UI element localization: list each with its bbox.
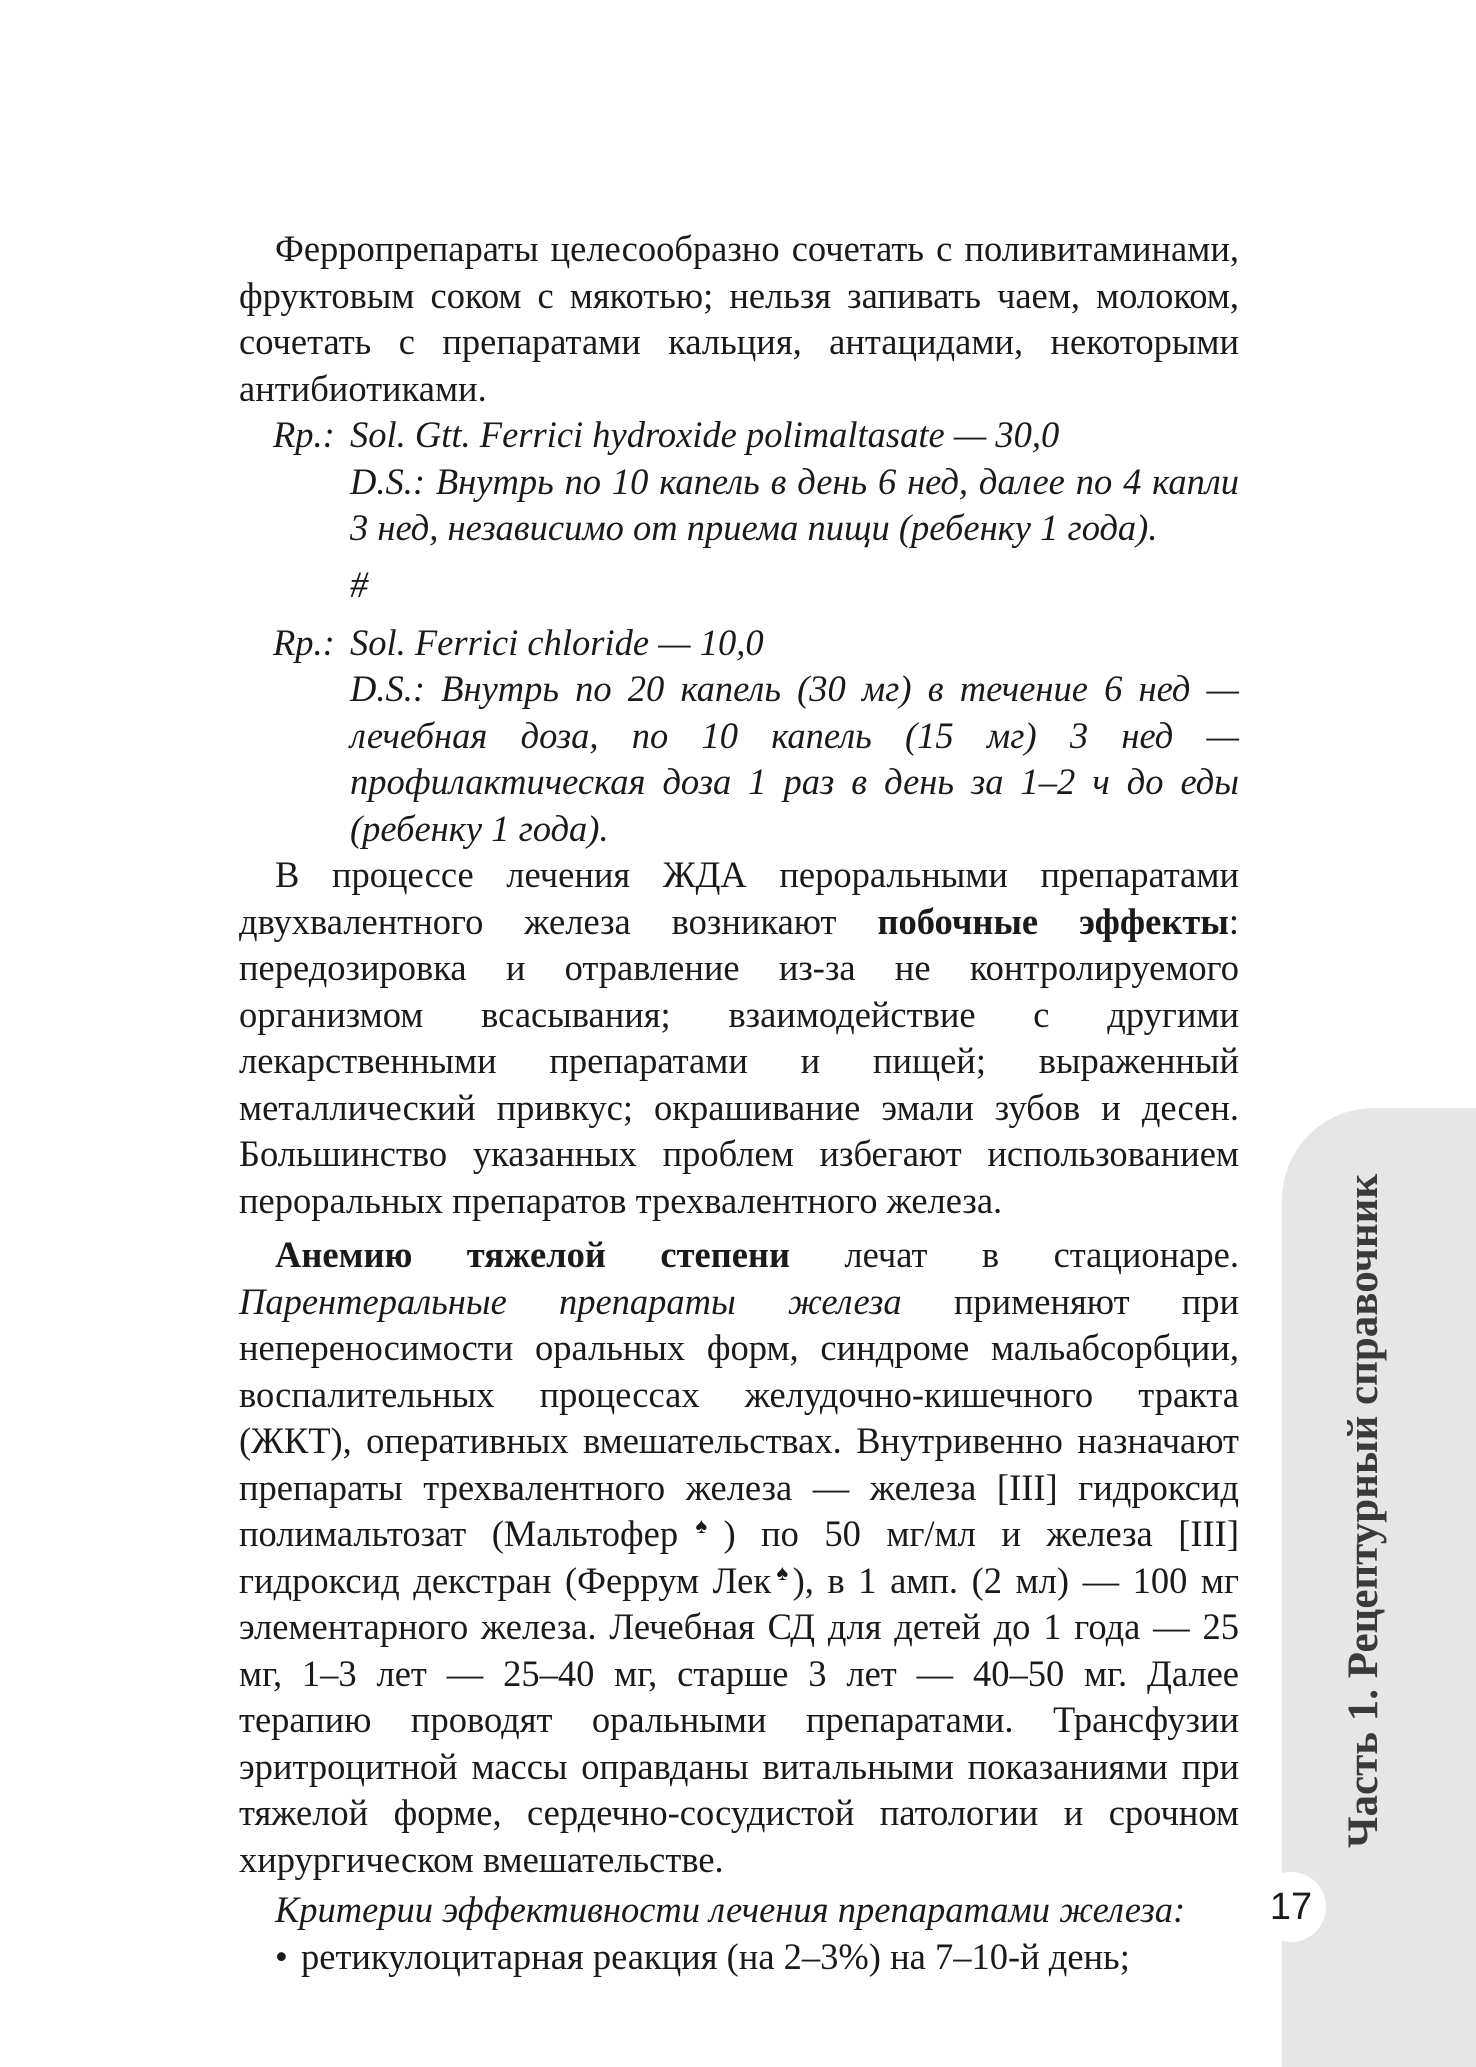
paragraph-text: В процессе лечения ЖДА пероральными препаратами двухвалентного железа возникают [239,854,1239,942]
rx-label: Rp.: [273,621,335,663]
paragraph-text: Ферропрепараты целесообразно сочетать с поливитаминами, фруктовым соком с мякотью; нельзя запивать чаем, молоком, сочетать с препаратами кальция, антацидами, некоторыми антибиотиками. [239,228,1239,409]
bold-term: Анемию тяжелой степени [275,1234,790,1275]
rx-signa: D.S.: Внутрь по 20 капель (30 мг) в течение 6 нед — лечебная доза, по 10 капель (15 мг) 3 нед — профилактическая доза 1 раз в день за 1–2 ч до еды (ребенку 1 года). [350,668,1239,849]
list-item-text: ретикулоцитарная реакция (на 2–3%) на 7–10-й день; [301,1935,1130,1977]
spade-icon: ♠ [772,1559,793,1585]
prescription-2 [273,620,1239,667]
rx-drug: Sol. Ferrici chloride — 10,0 [350,621,764,663]
page-number: 17 [1269,1886,1313,1928]
separator-hash: # [350,563,369,605]
bullet-icon: • [275,1935,288,1977]
page-body [239,226,1239,1980]
paragraph-text: применяют при непереносимости оральных форм, синдроме мальабсорбции, воспалительных процессах желудочно-кишечного тракта (ЖКТ), оперативных вмешательствах. Внутривенно назначают препараты трехвалентного железа — железа [III] гидроксид полимальтозат (Мальтофер [239,1280,1239,1554]
bold-term: побочные эффекты [877,900,1229,942]
paragraph-text: : передозировка и отравление из-за не контролируемого организмом всасывания; взаимодействие с другими лекарственными препаратами и пищей; выраженный металлический привкус; окрашивание эмали зубов и десен. Большинство указанных проблем избегают использованием пероральных препаратов трехвалентного железа. [239,900,1239,1221]
rx-label: Rp.: [273,414,335,455]
paragraph-text: ), в 1 амп. (2 мл) — 100 мг элементарного железа. Лечебная СД для детей до 1 года — 25 мг, 1–3 лет — 25–40 мг, старше 3 лет — 40–50 мг. Далее терапию проводят оральными препаратами. Трансфузии эритроцитной массы оправданы витальными показаниями при тяжелой форме, сердечно-сосудистой патологии и срочном хирургическом вмешательстве. [239,1559,1240,1880]
paragraph-side-effects [239,852,1239,1224]
paragraph-iron-combinations [239,226,1239,412]
criteria-list [239,1934,1239,1981]
rx-signa: D.S.: Внутрь по 10 капель в день 6 нед, далее по 4 капли 3 нед, независимо от приема пищи (ребенку 1 года). [350,460,1239,548]
paragraph-severe-anemia [239,1232,1239,1883]
criteria-heading: Критерии эффективности лечения препаратами железа: [275,1889,1186,1930]
italic-term: Парентеральные препараты железа [239,1280,902,1322]
paragraph-text: лечат в стационаре. [789,1234,1239,1275]
spade-icon: ♠ [679,1513,724,1538]
rx-drug: Sol. Gtt. Ferrici hydroxide polimaltasate — 30,0 [350,414,1060,455]
paragraph-text: ) по 50 мг/мл и железа [III] гидроксид декстран (Феррум Лек [239,1513,1239,1601]
prescription-1 [273,412,1239,459]
list-item [275,1934,1239,1981]
side-tab-label: Часть 1. Рецептурный справочник [1340,1173,1387,1848]
